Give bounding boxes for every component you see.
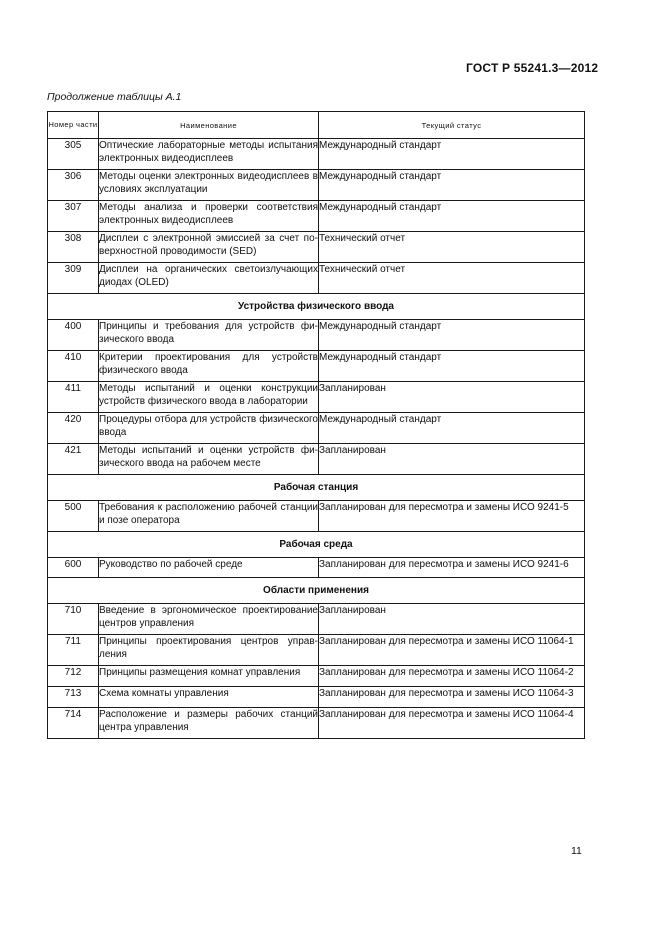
- part-number: 410: [48, 351, 99, 382]
- table-caption: Продолжение таблицы А.1: [47, 91, 182, 103]
- part-name: Принципы размещения комнат управления: [99, 666, 319, 687]
- part-status: Запланирован: [319, 382, 585, 413]
- table-row: [48, 351, 585, 382]
- part-name: Методы испытаний и оценки устройств физического ввода на рабочем месте: [99, 444, 319, 475]
- part-name: Руководство по рабочей среде: [99, 558, 319, 578]
- table-row: [48, 444, 585, 475]
- section-title: Области применения: [48, 578, 585, 604]
- table-row: [48, 263, 585, 294]
- section-row: [48, 532, 585, 558]
- table-row: [48, 382, 585, 413]
- table-row: [48, 501, 585, 532]
- section-row: [48, 475, 585, 501]
- part-name: Введение в эргономическое проектирование центров управления: [99, 604, 319, 635]
- table-row: [48, 320, 585, 351]
- part-name: Дисплеи на органических светоизлучающих диодах (OLED): [99, 263, 319, 294]
- part-status: Запланирован: [319, 444, 585, 475]
- part-number: 713: [48, 687, 99, 708]
- table-row: [48, 708, 585, 739]
- part-status: Технический отчет: [319, 232, 585, 263]
- section-title: Рабочая станция: [48, 475, 585, 501]
- part-name: Принципы проектирования центров управления: [99, 635, 319, 666]
- table-row: [48, 201, 585, 232]
- part-status: Запланирован для пересмотра и замены ИСО 9241-5: [319, 501, 585, 532]
- part-status: Запланирован для пересмотра и замены ИСО 11064-1: [319, 635, 585, 666]
- table-row: [48, 413, 585, 444]
- section-row: [48, 578, 585, 604]
- part-number: 711: [48, 635, 99, 666]
- part-number: 307: [48, 201, 99, 232]
- table-header-row: [48, 112, 585, 139]
- section-row: [48, 294, 585, 320]
- part-number: 411: [48, 382, 99, 413]
- part-number: 600: [48, 558, 99, 578]
- table-row: [48, 604, 585, 635]
- part-number: 714: [48, 708, 99, 739]
- part-status: Международный стандарт: [319, 351, 585, 382]
- part-status: Запланирован: [319, 604, 585, 635]
- part-number: 420: [48, 413, 99, 444]
- part-number: 400: [48, 320, 99, 351]
- table-row: [48, 139, 585, 170]
- part-status: Технический отчет: [319, 263, 585, 294]
- part-name: Требования к расположению рабочей станции и позе оператора: [99, 501, 319, 532]
- part-name: Методы анализа и проверки соответствия электронных видеодисплеев: [99, 201, 319, 232]
- part-name: Оптические лабораторные методы испытания электронных видеодисплеев: [99, 139, 319, 170]
- standards-table: [47, 111, 585, 739]
- page-number: 11: [571, 845, 582, 857]
- part-number: 309: [48, 263, 99, 294]
- part-name: Критерии проектирования для устройств физического ввода: [99, 351, 319, 382]
- document-code: ГОСТ Р 55241.3—2012: [466, 61, 599, 75]
- part-status: Международный стандарт: [319, 170, 585, 201]
- part-status: Запланирован для пересмотра и замены ИСО 11064-2: [319, 666, 585, 687]
- part-status: Международный стандарт: [319, 139, 585, 170]
- part-name: Методы испытаний и оценки конструкции устройств физического ввода в лаборатории: [99, 382, 319, 413]
- part-name: Принципы и требования для устройств физического ввода: [99, 320, 319, 351]
- table-row: [48, 170, 585, 201]
- part-status: Международный стандарт: [319, 201, 585, 232]
- part-number: 500: [48, 501, 99, 532]
- part-status: Запланирован для пересмотра и замены ИСО 11064-3: [319, 687, 585, 708]
- table-row: [48, 232, 585, 263]
- part-status: Запланирован для пересмотра и замены ИСО 11064-4: [319, 708, 585, 739]
- part-name: Процедуры отбора для устройств физического ввода: [99, 413, 319, 444]
- part-number: 308: [48, 232, 99, 263]
- part-status: Международный стандарт: [319, 320, 585, 351]
- table-row: [48, 635, 585, 666]
- part-status: Международный стандарт: [319, 413, 585, 444]
- column-header-status: Текущий статус: [319, 112, 585, 139]
- section-title: Устройства физического ввода: [48, 294, 585, 320]
- table-row: [48, 558, 585, 578]
- part-name: Расположение и размеры рабочих станций центра управления: [99, 708, 319, 739]
- part-status: Запланирован для пересмотра и замены ИСО 9241-6: [319, 558, 585, 578]
- column-header-part-number: Номер части: [48, 112, 99, 139]
- table-row: [48, 687, 585, 708]
- section-title: Рабочая среда: [48, 532, 585, 558]
- part-number: 306: [48, 170, 99, 201]
- column-header-name: Наименование: [99, 112, 319, 139]
- part-name: Дисплеи с электронной эмиссией за счет поверхностной проводимости (SED): [99, 232, 319, 263]
- part-name: Схема комнаты управления: [99, 687, 319, 708]
- part-number: 712: [48, 666, 99, 687]
- part-number: 305: [48, 139, 99, 170]
- part-number: 710: [48, 604, 99, 635]
- part-number: 421: [48, 444, 99, 475]
- table-row: [48, 666, 585, 687]
- part-name: Методы оценки электронных видеодисплеев в условиях эксплуатации: [99, 170, 319, 201]
